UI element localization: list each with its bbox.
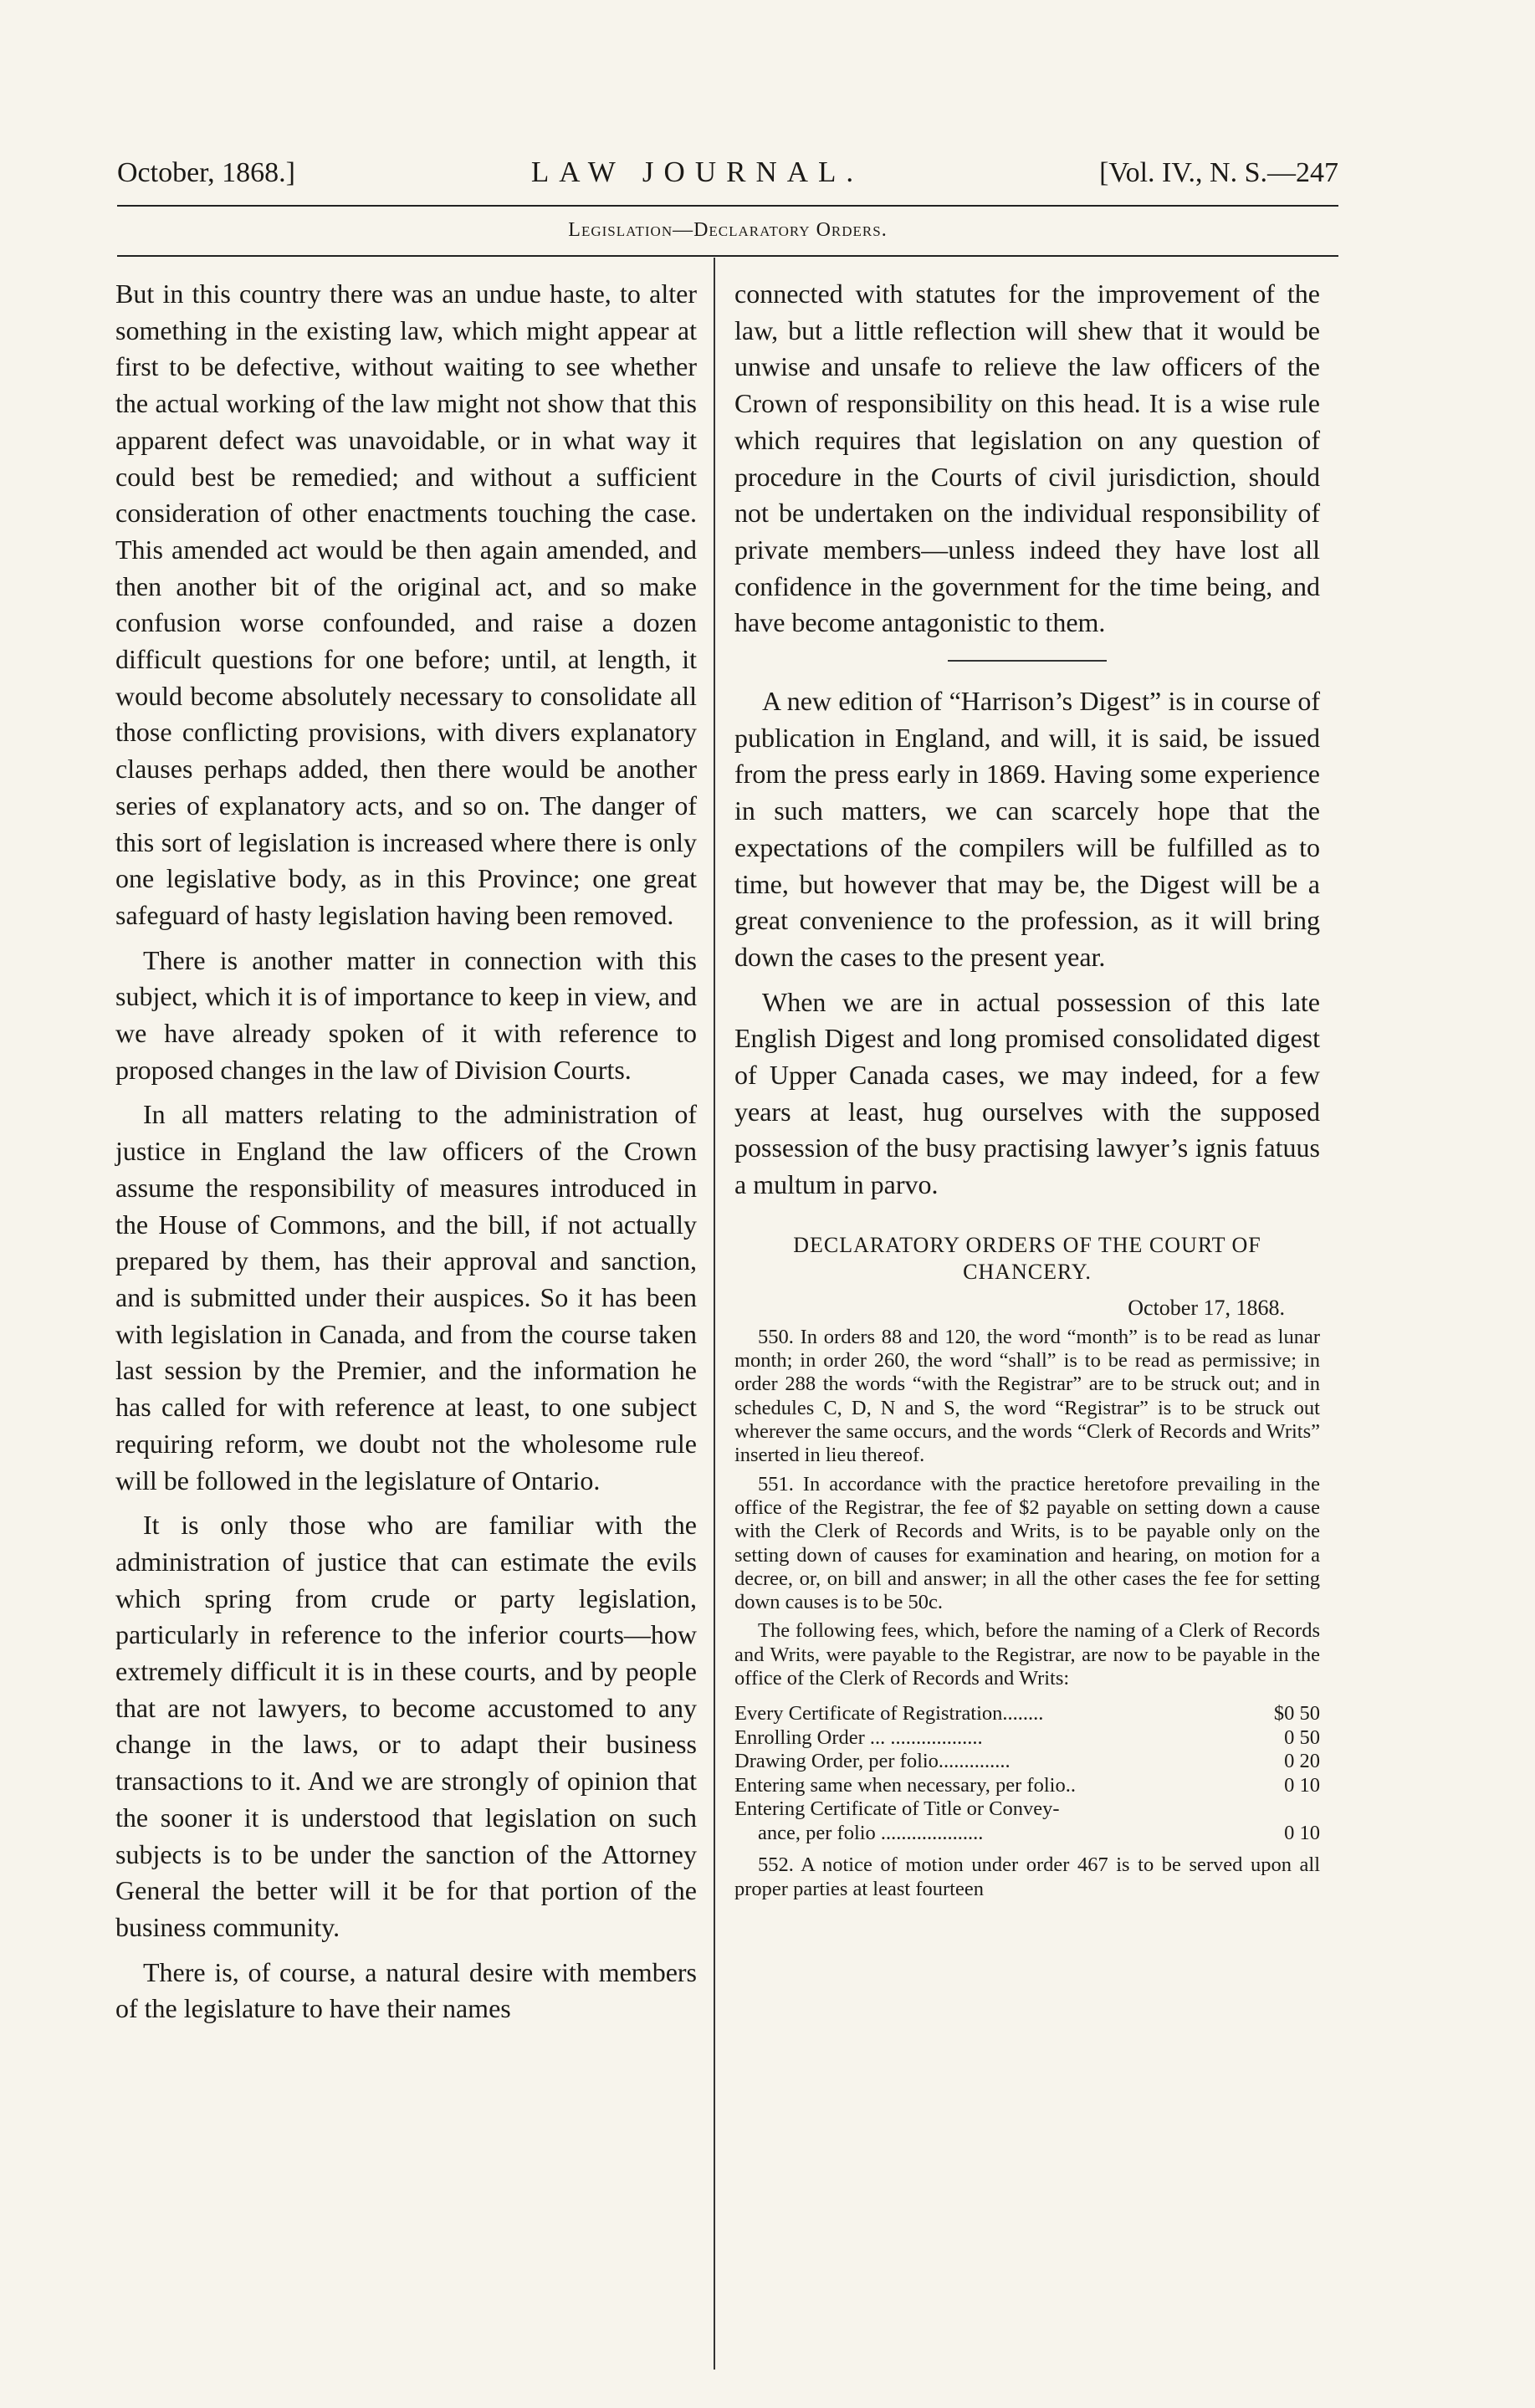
order-paragraph: 551. In accordance with the practice heretofore prevailing in the office of the Registrar, the fee of $2 payable on setting down a cause with the Clerk of Records and Writs, is to be payable only on the setting down of causes for examination and hearing, on motion for a decree, or, on bill and answer; in all the other cases the fee for setting down causes is to be 50c. [734,1472,1320,1614]
fee-row [734,1774,1320,1798]
fee-amount: 0 10 [1284,1773,1320,1797]
fee-row [734,1726,1320,1751]
fee-item: Drawing Order, per folio.............. [734,1750,1011,1773]
fee-amount: $0 50 [1273,1702,1320,1725]
paragraph: When we are in actual possession of this late English Digest and long promised consolidated digest of Upper Canada cases, we may indeed, for a few years at least, hug ourselves with the supposed possession of the busy practising lawyer’s ignis fatuus a multum in parvo. [734,986,1320,1200]
fee-item: ance, per folio .................... [758,1821,984,1844]
fee-item: Entering same when necessary, per folio.. [734,1773,1076,1797]
paragraph: There is, of course, a natural desire with members of the legislature to have their names [115,1956,697,2024]
paragraph: There is another matter in connection with this subject, which it is of importance to keep in view, and we have already spoken of it with reference to proposed changes in the law of Division Courts. [115,944,697,1085]
orders-heading: DECLARATORY ORDERS OF THE COURT OF CHANCERY. [793,1232,1261,1284]
order-paragraph: 550. In orders 88 and 120, the word “month” is to be read as lunar month; in order 260, the word “shall” is to be read as permissive; in order 288 the words “with the Registrar” are to be struck out; and in schedules C, D, N and S, the word “Registrar” is to be struck out wherever the same occurs, and the words “Clerk of Records and Writs” inserted in lieu thereof. [734,1325,1320,1467]
fee-amount: 0 50 [1284,1725,1320,1749]
right-column [734,276,1320,1901]
fee-row [734,1797,1320,1822]
order-paragraph: The following fees, which, before the naming of a Clerk of Records and Writs, were payable to the Registrar, are now to be payable in the office of the Clerk of Records and Writs: [734,1619,1320,1690]
section-rule [117,255,1338,257]
volume-page: [Vol. IV., N. S.—247 [1099,157,1338,188]
paragraph: It is only those who are familiar with the administration of justice that can estimate the evils which spring from crude or party legislation, particularly in reference to the inferior courts—how extremely difficult it is in these courts, and by people that are not lawyers, to become accustomed to any change in the laws, or to adapt their business transactions to it. And we are strongly of opinion that the sooner it is understood that legislation on such subjects is to be under the sanction of the Attorney General the better will it be for that portion of the business community. [115,1510,697,1942]
fee-item: Enrolling Order ... .................. [734,1725,983,1749]
running-head [117,156,1338,189]
fee-row [734,1750,1320,1774]
paragraph: connected with statutes for the improvement of the law, but a little reflection will shew that it would be unwise and unsafe to relieve the law officers of the Crown of responsibility on this head. It is a wise rule which requires that legislation on any question of procedure in the Courts of civil jurisdiction, should not be undertaken on the individual responsibility of private members—unless indeed they have lost all confidence in the government for the time being, and have become antagonistic to them. [734,279,1320,638]
column-divider [714,258,715,2370]
fee-row [734,1822,1320,1846]
journal-title: LAW JOURNAL. [530,156,864,188]
fee-item: Entering Certificate of Title or Convey- [734,1797,1060,1821]
section-title: Legislation—Declaratory Orders. [568,219,888,241]
left-column [115,276,697,2027]
fee-row [734,1702,1320,1726]
paragraph: But in this country there was an undue haste, to alter something in the existing law, which might appear at first to be defective, without waiting to see whether the actual working of the law might not show that this apparent defect was unavoidable, or in what way it could best be remedied; and without a sufficient consideration of other enactments touching the case. This amended act would be then again amended, and then another bit of the original act, and so make confusion worse confounded, and raise a dozen difficult questions for one before; until, at length, it would become absolutely necessary to consolidate all those conflicting provisions, with divers explanatory clauses perhaps added, then there would be another series of explanatory acts, and so on. The danger of this sort of legislation is increased where there is only one legislative body, as in this Province; one great safeguard of hasty legislation having been removed. [115,279,697,930]
fee-amount: 0 10 [1284,1821,1320,1844]
header-rule [117,205,1338,207]
orders-date: October 17, 1868. [1128,1295,1285,1320]
fee-amount: 0 20 [1284,1750,1320,1773]
issue-date: October, 1868.] [117,157,295,188]
paragraph: A new edition of “Harrison’s Digest” is in course of publication in England, and will, it is said, be issued from the press early in 1869. Having some experience in such matters, we can scarcely hope that the expectations of the compilers will be fulfilled as to time, but however that may be, the Digest will be a great convenience to the profession, as it will bring down the cases to the present year. [734,686,1320,972]
paragraph: In all matters relating to the administration of justice in England the law officers of the Crown assume the responsibility of measures introduced in the House of Commons, and the bill, if not actually prepared by them, has their approval and sanction, and is submitted under their auspices. So it has been with legislation in Canada, and from the course taken last session by the Premier, and the information he has called for with reference at least, to one subject requiring reform, we doubt not the wholesome rule will be followed in the legislature of Ontario. [115,1099,697,1495]
fee-item: Every Certificate of Registration........ [734,1702,1044,1725]
article-separator [948,660,1107,662]
fee-table [734,1702,1320,1845]
order-paragraph: 552. A notice of motion under order 467 is to be served upon all proper parties at least fourteen [734,1853,1320,1900]
